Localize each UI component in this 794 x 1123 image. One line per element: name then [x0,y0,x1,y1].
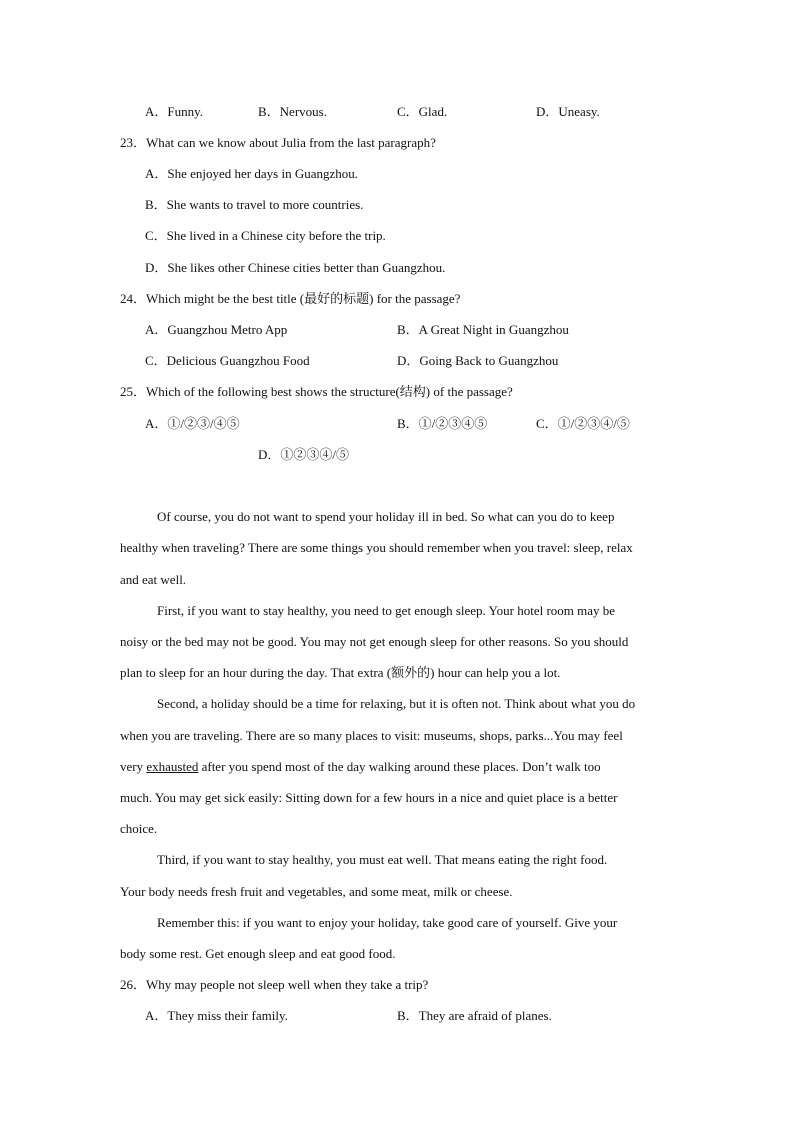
q24-option-c: C．Delicious Guangzhou Food [145,353,310,368]
q25-stem: 25．Which of the following best shows the structure(结构) of the passage? [120,384,513,399]
q25-option-b: B．①/②③④⑤ [397,416,488,431]
passage-p4-line2: Your body needs fresh fruit and vegetables, and some meat, milk or cheese. [120,884,513,899]
q23-stem: 23．What can we know about Julia from the last paragraph? [120,135,436,150]
q23-option-a: A．She enjoyed her days in Guangzhou. [145,166,359,181]
q22-option-a: A．Funny. [145,104,204,119]
passage-p4-line1: Third, if you want to stay healthy, you must eat well. That means eating the right food. [157,852,608,867]
passage-p1-line1: Of course, you do not want to spend your holiday ill in bed. So what can you do to keep [157,509,615,524]
q23-option-c: C．She lived in a Chinese city before the trip. [145,228,386,243]
passage-p3-line5: choice. [120,821,158,836]
q23-option-d: D．She likes other Chinese cities better than Guangzhou. [145,260,446,275]
q26-option-a: A．They miss their family. [145,1008,288,1023]
q22-option-b: B．Nervous. [258,104,327,119]
passage-p2-line3: plan to sleep for an hour during the day. That extra (额外的) hour can help you a lot. [120,665,561,680]
q24-stem: 24．Which might be the best title (最好的标题) for the passage? [120,291,461,306]
passage-p2-line1: First, if you want to stay healthy, you need to get enough sleep. Your hotel room may be [157,603,616,618]
q26-option-b: B．They are afraid of planes. [397,1008,552,1023]
passage-p2-line2: noisy or the bed may not be good. You may not get enough sleep for other reasons. So you should [120,634,629,649]
q22-option-d: D．Uneasy. [536,104,600,119]
q24-option-a: A．Guangzhou Metro App [145,322,288,337]
passage-p3-line3 [120,759,601,775]
q24-option-d: D．Going Back to Guangzhou [397,353,559,368]
q23-option-b: B．She wants to travel to more countries. [145,197,364,212]
q25-option-c: C．①/②③④/⑤ [536,416,630,431]
q25-option-a: A．①/②③/④⑤ [145,416,240,431]
passage-p1-line2: healthy when traveling? There are some things you should remember when you travel: sleep, relax [120,540,633,555]
passage-p3-line3-post: after you spend most of the day walking around these places. Don’t walk too [198,759,601,774]
passage-p5-line1: Remember this: if you want to enjoy your holiday, take good care of yourself. Give your [157,915,618,930]
underlined-word-exhausted: exhausted [146,759,199,774]
q24-option-b: B．A Great Night in Guangzhou [397,322,569,337]
q25-option-d: D．①②③④/⑤ [258,447,350,462]
passage-p3-line3-pre: very [120,759,147,774]
q22-option-c: C．Glad. [397,104,448,119]
passage-p3-line4: much. You may get sick easily: Sitting down for a few hours in a nice and quiet place is a better [120,790,618,805]
passage-p5-line2: body some rest. Get enough sleep and eat good food. [120,946,396,961]
passage-p3-line2: when you are traveling. There are so many places to visit: museums, shops, parks...You may feel [120,728,623,743]
q26-stem: 26．Why may people not sleep well when they take a trip? [120,977,429,992]
passage-p1-line3: and eat well. [120,572,187,587]
passage-p3-line1: Second, a holiday should be a time for relaxing, but it is often not. Think about what you do [157,696,636,711]
